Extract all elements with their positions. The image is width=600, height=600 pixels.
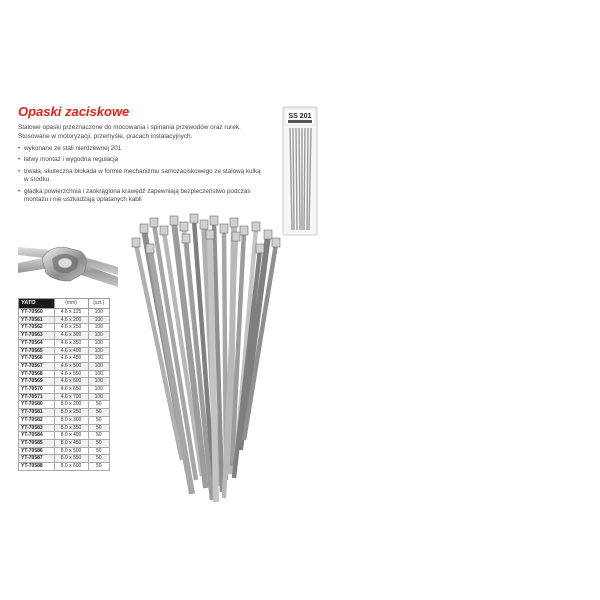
table-row [19,362,110,370]
table-cell-size: 4.6 x 125 [54,309,88,317]
table-cell-code: YT-70564 [19,339,55,347]
table-row [19,324,110,332]
table-cell-size: 8.0 x 300 [54,416,88,424]
table-row [19,355,110,363]
table-cell-qty: 100 [88,339,109,347]
spec-table [18,298,110,471]
cable-tie-head [180,222,188,231]
table-row [19,309,110,317]
table-cell-code: YT-70565 [19,347,55,355]
table-cell-code: YT-70588 [19,463,55,471]
table-cell-size: 4.6 x 500 [54,362,88,370]
table-row [19,339,110,347]
table-cell-qty: 50 [88,455,109,463]
table-cell-qty: 100 [88,316,109,324]
table-cell-code: YT-70580 [19,401,55,409]
table-row [19,432,110,440]
table-cell-qty: 50 [88,432,109,440]
feature-list [18,145,263,207]
table-cell-code: YT-70587 [19,455,55,463]
table-cell-size: 8.0 x 200 [54,401,88,409]
cable-tie-head [146,244,154,253]
table-row [19,332,110,340]
table-row [19,447,110,455]
table-cell-size: 8.0 x 500 [54,447,88,455]
table-cell-size: 8.0 x 250 [54,409,88,417]
cable-tie-head [220,224,228,233]
table-cell-size: 8.0 x 400 [54,432,88,440]
table-cell-code: YT-70571 [19,393,55,401]
table-row [19,416,110,424]
table-cell-code: YT-70569 [19,378,55,386]
table-cell-size: 8.0 x 600 [54,463,88,471]
brand-logo-cell: YATO [19,299,55,309]
table-cell-qty: 100 [88,324,109,332]
table-cell-size: 4.6 x 300 [54,332,88,340]
table-cell-size: 4.6 x 600 [54,378,88,386]
cable-tie-head [272,238,280,247]
table-cell-qty: 50 [88,401,109,409]
table-cell-size: 4.6 x 350 [54,339,88,347]
table-cell-code: YT-70570 [19,386,55,394]
table-cell-size: 4.6 x 700 [54,393,88,401]
table-cell-code: YT-70581 [19,409,55,417]
feature-item: • trwała, skuteczna blokada w formie mechanizmu samozaciskowego ze stalową kulką w środku [18,168,263,185]
cable-tie-head [140,224,148,233]
table-cell-size: 4.6 x 450 [54,355,88,363]
table-header-qty: (szt.) [88,299,109,309]
table-cell-code: YT-70566 [19,355,55,363]
product-title: Opaski zaciskowe [18,104,130,119]
table-row [19,316,110,324]
table-row [19,463,110,471]
table-cell-qty: 100 [88,386,109,394]
table-cell-size: 4.6 x 400 [54,347,88,355]
table-cell-qty: 100 [88,355,109,363]
table-cell-size: 8.0 x 550 [54,455,88,463]
feature-item: • gładka powierzchnia i zaokrąglona krawędź zapewniają bezpieczeństwo podczas montażu i nie uszkadzają oplatanych kabli [18,188,263,205]
feature-item: • łatwy montaż i wygodna regulacja [18,156,263,164]
table-cell-code: YT-70567 [19,362,55,370]
table-cell-size: 4.6 x 650 [54,386,88,394]
table-row [19,378,110,386]
table-cell-qty: 50 [88,409,109,417]
table-cell-size: 8.0 x 350 [54,424,88,432]
table-cell-code: YT-70562 [19,324,55,332]
cable-tie-head [252,222,260,231]
table-header-size: (mm) [54,299,88,309]
cable-tie-head [190,214,198,223]
cable-tie-head [240,226,248,235]
table-row [19,370,110,378]
table-cell-code: YT-70561 [19,316,55,324]
table-cell-qty: 100 [88,378,109,386]
table-cell-code: YT-70586 [19,447,55,455]
table-row [19,424,110,432]
table-cell-qty: 50 [88,463,109,471]
table-row [19,455,110,463]
table-row [19,386,110,394]
product-description: Stalowe opaski przeznaczone do mocowania i spinania przewodów oraz rurek. Stosowane w motoryzacji, przemyśle, pracach instalacyjnych. [18,124,241,140]
cable-tie-head [210,216,218,225]
cable-tie-head [232,232,240,241]
table-body [19,309,110,471]
table-cell-qty: 50 [88,424,109,432]
table-cell-size: 8.0 x 450 [54,439,88,447]
cable-tie-head [150,218,158,227]
cable-tie-head [200,220,208,229]
table-cell-code: YT-70560 [19,309,55,317]
table-cell-code: YT-70563 [19,332,55,340]
table-cell-qty: 100 [88,362,109,370]
table-cell-size: 4.6 x 550 [54,370,88,378]
table-cell-qty: 100 [88,347,109,355]
table-cell-qty: 100 [88,370,109,378]
cable-tie-head [206,230,214,239]
table-cell-code: YT-70583 [19,424,55,432]
cable-tie-head [132,238,140,247]
table-cell-qty: 50 [88,416,109,424]
cable-tie-head [160,226,168,235]
table-row [19,393,110,401]
table-cell-code: YT-70568 [19,370,55,378]
table-row [19,439,110,447]
package-image [282,106,318,236]
table-cell-qty: 100 [88,393,109,401]
table-row [19,347,110,355]
table-cell-qty: 100 [88,309,109,317]
table-row [19,401,110,409]
table-row [19,409,110,417]
table-cell-qty: 100 [88,332,109,340]
table-cell-code: YT-70584 [19,432,55,440]
table-cell-size: 4.6 x 200 [54,316,88,324]
cable-tie-head [264,230,272,239]
table-cell-qty: 50 [88,439,109,447]
table-cell-code: YT-70582 [19,416,55,424]
cable-tie-head [256,244,264,253]
cable-tie-bundle-image [126,210,286,505]
table-header-row [19,299,110,309]
cable-tie-head [170,216,178,225]
table-cell-qty: 50 [88,447,109,455]
package-label: SS 201 [288,113,312,120]
table-cell-size: 4.6 x 250 [54,324,88,332]
cable-tie-head [230,218,238,227]
cable-tie-head [182,234,190,243]
table-cell-code: YT-70585 [19,439,55,447]
feature-item: • wykonane ze stali nierdzewnej 201 [18,145,263,153]
cable-tie-lock-detail-image [18,229,118,293]
